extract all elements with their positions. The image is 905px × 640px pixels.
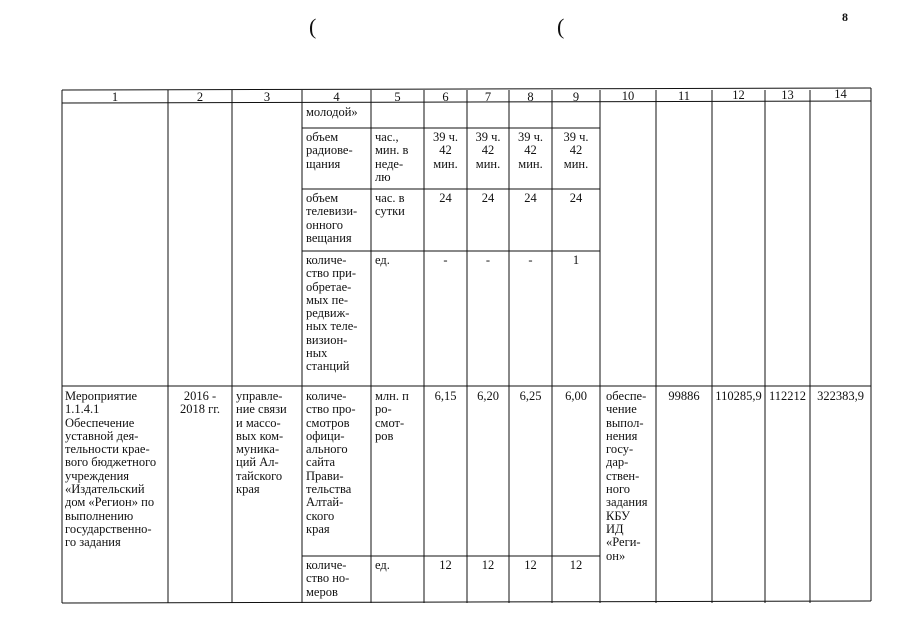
unit-cell: час. в сутки — [375, 191, 405, 219]
amount-cell: 112212 — [768, 389, 807, 403]
value-cell: 6,00 — [565, 389, 587, 403]
header-cell: 14 — [834, 87, 847, 101]
indicator-cell: количе- ство при- обретае- мых пе- редвиж- ных теле- визион- ных станций — [306, 253, 358, 374]
indicator-cell: молодой» — [306, 105, 358, 119]
unit-cell: час., мин. в неде- лю — [375, 130, 409, 184]
header-cell: 6 — [442, 90, 449, 104]
value-cell: - — [443, 253, 448, 267]
value-cell: 12 — [439, 558, 452, 572]
value-cell: - — [528, 253, 533, 267]
value-cell: 39 ч. 42 мин. — [517, 130, 544, 171]
value-cell: 12 — [524, 558, 537, 572]
header-cell: 2 — [196, 90, 204, 104]
header-cell: 1 — [111, 90, 119, 104]
value-cell: 39 ч. 42 мин. — [432, 130, 459, 171]
value-cell: 12 — [569, 558, 583, 572]
unit-cell: ед. — [375, 558, 390, 572]
value-cell: 24 — [569, 191, 583, 205]
result-cell: обеспе- чение выпол- нения госу- дар- ствен- ного задания КБУ ИД «Реги- он» — [606, 389, 648, 563]
page-number: 8 — [842, 10, 848, 24]
value-cell: 39 ч. 42 мин. — [475, 130, 501, 171]
header-cell: 9 — [572, 90, 580, 104]
header-cell: 5 — [394, 90, 401, 104]
paren-mark: ( — [309, 14, 317, 39]
value-cell: 1 — [572, 253, 580, 267]
executor-cell: управле- ние связи и массо- вых ком- муника- ций Ал- тайского края — [236, 389, 287, 497]
unit-cell: ед. — [375, 253, 390, 267]
amount-cell: 322383,9 — [817, 389, 864, 403]
value-cell: 24 — [439, 191, 452, 205]
header-cell: 4 — [333, 90, 340, 104]
unit-cell: млн. п ро- смот- ров — [375, 389, 409, 443]
header-cell: 7 — [484, 90, 492, 104]
header-cell: 8 — [527, 90, 534, 104]
value-cell: 39 ч. 42 мин. — [563, 130, 589, 171]
value-cell: 6,15 — [434, 389, 457, 403]
value-cell: - — [485, 253, 491, 267]
period-cell: 2016 - 2018 гг. — [179, 389, 221, 417]
header-cell: 10 — [621, 89, 635, 103]
indicator-cell: количе- ство но- меров — [306, 558, 350, 599]
indicator-cell: количе- ство про- смотров офици- ального сайта Прави- тельства Алтай- ского края — [306, 389, 356, 536]
value-cell: 24 — [481, 191, 495, 205]
header-cell: 11 — [677, 89, 691, 103]
value-cell: 24 — [524, 191, 537, 205]
indicator-cell: объем телевизи- онного вещания — [306, 191, 358, 245]
indicator-cell: объем радиове- щания — [306, 130, 353, 171]
header-cell: 12 — [732, 88, 745, 102]
value-cell: 6,25 — [519, 389, 542, 403]
paren-mark: ( — [557, 14, 565, 39]
header-cell: 13 — [781, 88, 794, 102]
value-cell: 12 — [481, 558, 495, 572]
measure-cell: Мероприятие 1.1.4.1 Обеспечение уставной дея- тельности крае- вого бюджетного учреждения «Издательский дом «Регион» по выполнению государственно- го задания — [65, 389, 157, 550]
amount-cell: 110285,9 — [715, 389, 762, 403]
value-cell: 6,20 — [477, 389, 499, 403]
amount-cell: 99886 — [668, 389, 700, 403]
header-cell: 3 — [263, 90, 271, 104]
